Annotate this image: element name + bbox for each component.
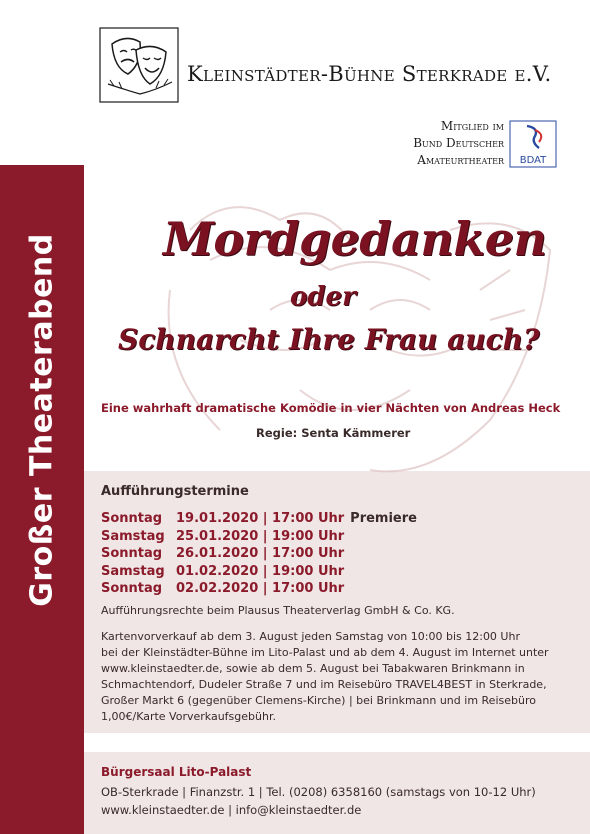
director-credit: Regie: Senta Kämmerer: [256, 426, 411, 440]
date-day: Sonntag: [101, 511, 163, 527]
date-time: 26.01.2020 | 17:00 Uhr: [176, 546, 345, 562]
ticket-info-line: Kartenvorverkauf ab dem 3. August jeden Samstag von 10:00 bis 12:00 Uhr: [101, 630, 520, 643]
ticket-info: [101, 629, 571, 725]
date-time: 02.02.2020 | 17:00 Uhr: [176, 581, 345, 597]
ticket-info-line: Großer Markt 6 (gegenüber Clemens-Kirche) | bei Brinkmann und im Reisebüro: [101, 694, 536, 707]
club-name: Kleinstädter-Bühne Sterkrade e.V.: [187, 62, 552, 86]
date-time: 19.01.2020 | 17:00 Uhr: [176, 511, 345, 527]
title-connector: oder: [290, 282, 356, 312]
date-day: Sonntag: [101, 581, 163, 597]
bdat-logo-text: BDAT: [519, 155, 547, 166]
membership-line: Mitglied im: [440, 119, 504, 133]
date-row: [101, 545, 417, 563]
date-day: Samstag: [101, 563, 165, 579]
play-subtitle: Eine wahrhaft dramatische Komödie in vier Nächten von Andreas Heck: [101, 401, 561, 415]
date-time: 25.01.2020 | 19:00 Uhr: [176, 528, 345, 544]
date-row: [101, 510, 417, 528]
sidebar-label: Großer Theaterabend: [24, 233, 60, 607]
date-row: [101, 563, 417, 581]
bdat-logo: [509, 120, 557, 168]
web-contact: www.kleinstaedter.de | info@kleinstaedter.de: [101, 803, 362, 817]
ticket-info-line: www.kleinstaedter.de, sowie ab dem 5. August bei Tabakwaren Brinkmann in: [101, 662, 525, 675]
date-row: [101, 580, 417, 598]
date-row: [101, 528, 417, 546]
premiere-label: Premiere: [350, 511, 417, 527]
play-title: Mordgedanken: [163, 212, 547, 266]
venue-address: OB-Sterkrade | Finanzstr. 1 | Tel. (0208) 6358160 (samstags von 10-12 Uhr): [101, 785, 536, 799]
date-day: Sonntag: [101, 546, 163, 562]
date-time: 01.02.2020 | 19:00 Uhr: [176, 563, 345, 579]
play-alt-title: Schnarcht Ihre Frau auch?: [118, 323, 540, 356]
membership-line: Amateurtheater: [417, 153, 504, 167]
ticket-info-line: Schmachtendorf, Dudeler Straße 7 und im Reisebüro TRAVEL4BEST in Sterkrade,: [101, 678, 547, 691]
sidebar-top-space: [0, 0, 84, 165]
ticket-info-line: 1,00€/Karte Vorverkaufsgebühr.: [101, 710, 276, 723]
date-day: Samstag: [101, 528, 165, 544]
performance-dates: [101, 510, 417, 598]
membership-text: [413, 118, 504, 169]
dates-heading: Aufführungstermine: [101, 484, 249, 499]
ticket-info-line: bei der Kleinstädter-Bühne im Lito-Palast und ab dem 4. August im Internet unter: [101, 646, 549, 659]
rights-notice: Aufführungsrechte beim Plausus Theaterverlag GmbH & Co. KG.: [101, 604, 455, 617]
membership-line: Bund Deutscher: [413, 136, 504, 150]
theater-masks-logo: [96, 24, 182, 106]
venue-name: Bürgersaal Lito-Palast: [101, 765, 252, 779]
